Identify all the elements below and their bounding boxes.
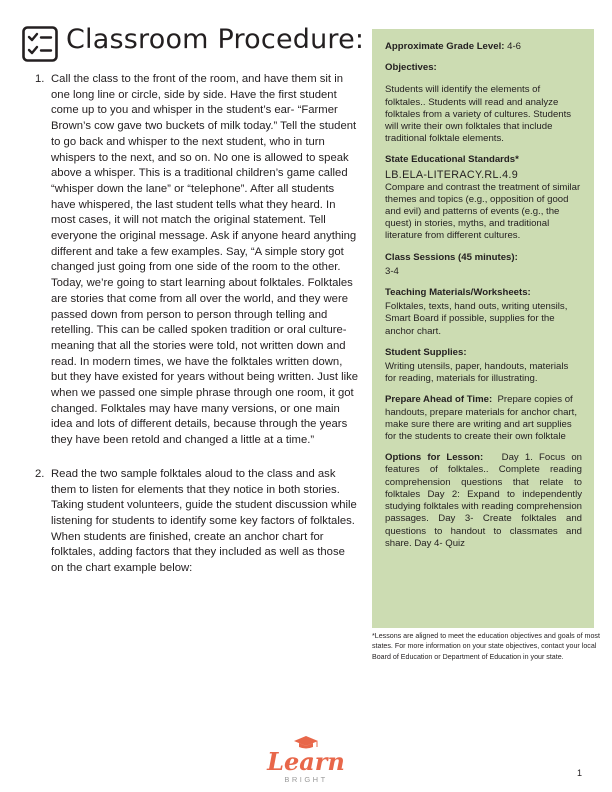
lesson-info-sidebar xyxy=(372,29,594,628)
student-supplies xyxy=(385,347,582,386)
sessions-label: Class Sessions (45 minutes): xyxy=(385,251,518,263)
step-number: 1. xyxy=(35,73,45,85)
student-supplies-label: Student Supplies: xyxy=(385,346,467,358)
class-sessions xyxy=(385,252,582,278)
procedure-steps xyxy=(33,72,360,595)
step-number: 2. xyxy=(35,467,45,480)
prepare-text: Prepare copies of handouts, prepare materials for anchor chart, make sure there are writing and art supplies for the students to create their own folktale xyxy=(385,394,577,443)
page-number: 1 xyxy=(577,768,583,778)
procedure-step-1 xyxy=(33,72,360,449)
teaching-materials-label: Teaching Materials/Worksheets: xyxy=(385,287,531,299)
checklist-icon xyxy=(22,26,58,62)
grade-level-label: Approximate Grade Level: xyxy=(385,41,505,52)
logo-subword: BRIGHT xyxy=(284,775,328,784)
standards xyxy=(385,154,582,242)
grade-level-value: 4-6 xyxy=(507,41,521,52)
student-supplies-text: Writing utensils, paper, handouts, materials for reading, materials for illustrating. xyxy=(385,361,569,385)
prepare-ahead xyxy=(385,394,582,443)
grade-level xyxy=(385,41,582,53)
prepare-label: Prepare Ahead of Time: xyxy=(385,394,493,406)
standards-text: Compare and contrast the treatment of similar themes and topics (e.g., opposition of good and evil) and patterns of events (e.g., the quest) in stories, myths, and traditional literature from different cultures. xyxy=(385,181,581,242)
standards-code: LB.ELA-LITERACY.RL.4.9 xyxy=(385,168,519,181)
lesson-options xyxy=(385,452,582,550)
standards-label: State Educational Standards* xyxy=(385,154,519,166)
objectives-label: Objectives: xyxy=(385,62,437,74)
step-text: Call the class to the front of the room, and have them sit in one long line or circle, side by side. Have the first student come up to you and whisper in the student’s ear- “Farmer Brown’s cow gave two buckets of milk today.” Tell the student to go back and whisper to the next student, who in turn whispers to the next, and so on. No one is allowed to speak above a whisper. This is a traditional children’s game called “whisper down the lane” or “telephone”. After all students have whispered, the last student tells what they heard. In most cases, it will not match the original statement. Tell everyone the original message. Ask if anyone heard anything different and take a few examples. Say, “A simple story got changed just going from one side of the room to the other. Today, we’re going to start learning about folktales. Folktales are stories that come from all over the world, and they were passed down from person to person through telling and retelling. This can be called spoken tradition or oral culture- meaning that all the stories were told, not written down and read. In modern times, we have the folktales written down, but they have existed for years without being written. Just like when we passed one simple phrase through one room, it got changed. Folktales may have many versions, or one main idea and lots of different details, because through the years they have been retold and changed a little at a time.” xyxy=(51,73,359,447)
step-text: Read the two sample folktales aloud to the class and ask them to listen for elements that they notice in both stories. Taking student volunteers, guide the student discussion while listening for students to identify some key factors of folktales. When students are finished, create an anchor chart for folktales, adding factors that they included as well as those on the chart example below: xyxy=(51,467,357,575)
procedure-step-2 xyxy=(33,467,360,577)
learn-bright-logo xyxy=(250,734,362,786)
teaching-materials-text: Folktales, texts, hand outs, writing utensils, Smart Board if possible, supplies for the anchor chart. xyxy=(385,301,568,337)
options-text: Day 1. Focus on features of folktales.. Complete reading comprehension questions that relate to folktales Day 2: Expand to independently studying folktales with reading comprehension passages. Day 3- Create folktales and questions to handout to classmates and share. Day 4- Quiz xyxy=(385,452,582,549)
objectives xyxy=(385,62,582,145)
objectives-text: Students will identify the elements of folktales.. Students will read and analyze folktales from a variety of cultures. Students will write their own folktales that include traditional folktale elements. xyxy=(385,84,572,145)
teaching-materials xyxy=(385,287,582,338)
logo-word: Learn xyxy=(267,747,345,776)
options-label: Options for Lesson: xyxy=(385,452,484,464)
sessions-value: 3-4 xyxy=(385,265,399,277)
page-title: Classroom Procedure: xyxy=(66,24,365,55)
standards-footnote: *Lessons are aligned to meet the education objectives and goals of most states. For more information on your state objectives, contact your local Board of Education or Department of Education in your state. xyxy=(372,632,600,661)
